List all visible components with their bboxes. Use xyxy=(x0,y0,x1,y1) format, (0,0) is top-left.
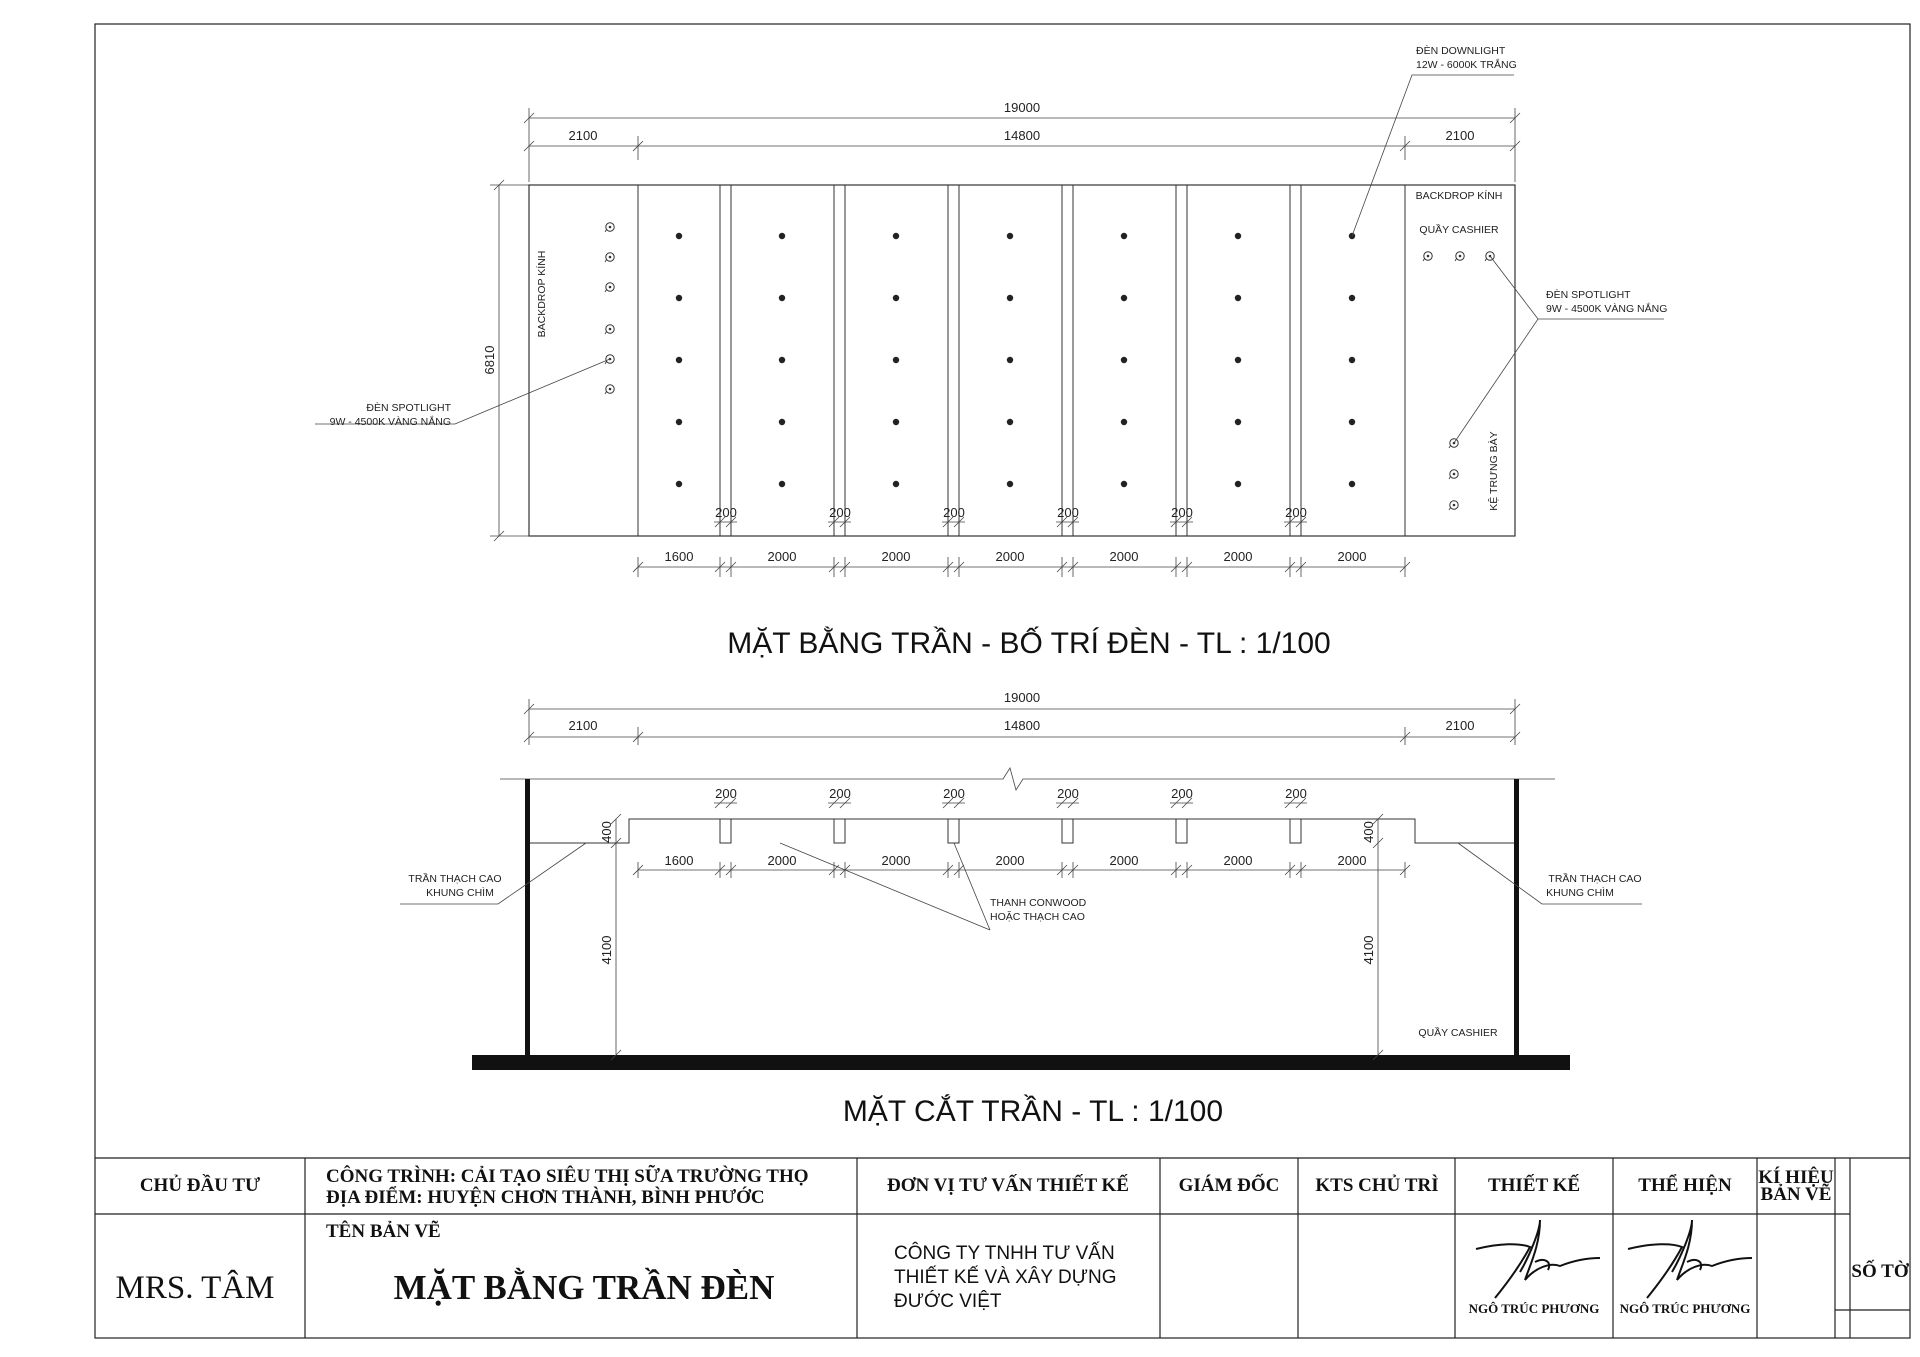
downlight-col-4 xyxy=(1007,233,1013,487)
tb-symbol-header-1: KÍ HIỆU xyxy=(1758,1167,1834,1188)
tb-consultant-2: THIẾT KẾ VÀ XÂY DỰNG xyxy=(894,1267,1117,1288)
plan-dim-height: 6810 xyxy=(482,345,497,375)
plan-dim-middle: 14800 xyxy=(1003,128,1041,143)
plan-note-spot-right-2: 9W - 4500K VÀNG NẮNG xyxy=(1546,303,1668,315)
downlight-col-2 xyxy=(779,233,785,487)
tb-owner: MRS. TÂM xyxy=(115,1270,275,1306)
tb-drawing-name: MẶT BẰNG TRẦN ĐÈN xyxy=(393,1268,775,1307)
plan-bay-4: 2000 xyxy=(995,549,1025,564)
section-bay-7: 2000 xyxy=(1337,853,1367,868)
section-note-ceiling-left-2: KHUNG CHÌM xyxy=(426,887,494,899)
downlight-grid xyxy=(676,233,1355,487)
plan-bay-5: 2000 xyxy=(1109,549,1139,564)
section-note-slat-1: THANH CONWOOD xyxy=(990,897,1087,909)
section-gap-3: 200 xyxy=(943,786,965,801)
downlight-col-1 xyxy=(676,233,682,487)
spotlights-cashier xyxy=(1423,252,1494,261)
tb-design-name: NGÔ TRÚC PHƯƠNG xyxy=(1468,1301,1600,1316)
tb-owner-header: CHỦ ĐẦU TƯ xyxy=(139,1175,261,1196)
title-block xyxy=(95,1158,1910,1338)
tb-drawing-name-header: TÊN BẢN VẼ xyxy=(326,1221,441,1242)
tb-symbol-header-2: BẢN VẼ xyxy=(1760,1184,1832,1205)
section-gap-4: 200 xyxy=(1057,786,1079,801)
plan-bay-3: 2000 xyxy=(881,549,911,564)
section-title: MẶT CẮT TRẦN - TL : 1/100 xyxy=(842,1095,1224,1128)
tb-sheet-header: SỐ TỜ xyxy=(1851,1261,1909,1282)
section-height-left: 4100 xyxy=(599,935,614,965)
tb-drafter-header: THỂ HIỆN xyxy=(1638,1175,1732,1196)
section-dim-total: 19000 xyxy=(1003,690,1041,705)
plan-dim-left: 2100 xyxy=(568,128,598,143)
plan-dim-right: 2100 xyxy=(1445,128,1475,143)
downlight-col-5 xyxy=(1121,233,1127,487)
plan-note-downlight-2: 12W - 6000K TRẮNG xyxy=(1416,59,1517,71)
tb-consultant-header: ĐƠN VỊ TƯ VẤN THIẾT KẾ xyxy=(887,1175,1129,1196)
section-dim-middle: 14800 xyxy=(1003,718,1041,733)
tb-drafter-name: NGÔ TRÚC PHƯƠNG xyxy=(1619,1301,1751,1316)
right-wall xyxy=(1514,779,1519,1057)
tb-consultant-3: ĐƯỚC VIỆT xyxy=(894,1291,1002,1312)
section-gap-2: 200 xyxy=(829,786,851,801)
signature-drafter xyxy=(1628,1220,1752,1298)
tb-consultant-1: CÔNG TY TNHH TƯ VẤN xyxy=(894,1243,1115,1264)
plan-note-spot-left-1: ĐÈN SPOTLIGHT xyxy=(366,402,451,414)
section-label-cashier: QUẦY CASHIER xyxy=(1418,1027,1498,1039)
spotlights-shelf xyxy=(1449,439,1458,510)
section-note-ceiling-right-1: TRẦN THẠCH CAO xyxy=(1548,873,1642,885)
signature-designer xyxy=(1476,1220,1600,1298)
section-bay-3: 2000 xyxy=(881,853,911,868)
plan-bay-7: 2000 xyxy=(1337,549,1367,564)
plan-gap-1: 200 xyxy=(715,505,737,520)
floor-slab xyxy=(472,1055,1570,1070)
downlight-col-7 xyxy=(1349,233,1355,487)
tb-architect-header: KTS CHỦ TRÌ xyxy=(1315,1175,1439,1196)
section-gap-6: 200 xyxy=(1285,786,1307,801)
section-height-right: 4100 xyxy=(1361,935,1376,965)
tb-project: CÔNG TRÌNH: CẢI TẠO SIÊU THỊ SỮA TRƯỜNG THỌ xyxy=(326,1166,809,1187)
section-bay-1: 1600 xyxy=(664,853,694,868)
ceiling-plan xyxy=(315,44,1667,660)
section-note-ceiling-right-2: KHUNG CHÌM xyxy=(1546,887,1614,899)
plan-gap-3: 200 xyxy=(943,505,965,520)
plan-bay-6: 2000 xyxy=(1223,549,1253,564)
section-gap-5: 200 xyxy=(1171,786,1193,801)
downlight-col-6 xyxy=(1235,233,1241,487)
plan-label-shelf: KỆ TRƯNG BÀY xyxy=(1488,431,1500,511)
plan-note-spot-left-2: 9W - 4500K VÀNG NẮNG xyxy=(329,416,451,428)
spotlights-left xyxy=(605,223,614,394)
section-note-slat-2: HOẶC THẠCH CAO xyxy=(990,911,1085,923)
plan-dim-total: 19000 xyxy=(1003,100,1041,115)
left-wall xyxy=(525,779,530,1057)
plan-note-spot-right-1: ĐÈN SPOTLIGHT xyxy=(1546,289,1631,301)
section-dim-right: 2100 xyxy=(1445,718,1475,733)
section-bay-6: 2000 xyxy=(1223,853,1253,868)
section-bay-4: 2000 xyxy=(995,853,1025,868)
plan-note-downlight-1: ĐÈN DOWNLIGHT xyxy=(1416,45,1506,57)
section-bay-5: 2000 xyxy=(1109,853,1139,868)
plan-gap-2: 200 xyxy=(829,505,851,520)
section-gap-1: 200 xyxy=(715,786,737,801)
ceiling-section xyxy=(400,690,1642,1128)
section-dim-left: 2100 xyxy=(568,718,598,733)
tb-design-header: THIẾT KẾ xyxy=(1487,1175,1581,1196)
plan-bay-1: 1600 xyxy=(664,549,694,564)
plan-label-cashier: QUẦY CASHIER xyxy=(1419,224,1499,236)
plan-gap-6: 200 xyxy=(1285,505,1307,520)
section-drop-right: 400 xyxy=(1361,821,1376,843)
plan-title: MẶT BẰNG TRẦN - BỐ TRÍ ĐÈN - TL : 1/100 xyxy=(727,627,1331,660)
section-bay-2: 2000 xyxy=(767,853,797,868)
plan-gap-4: 200 xyxy=(1057,505,1079,520)
section-drop-left: 400 xyxy=(599,821,614,843)
plan-label-backdrop-right: BACKDROP KÍNH xyxy=(1415,190,1503,202)
plan-gap-5: 200 xyxy=(1171,505,1193,520)
section-note-ceiling-left-1: TRẦN THẠCH CAO xyxy=(408,873,502,885)
sheet-border xyxy=(95,24,1910,1338)
downlight-col-3 xyxy=(893,233,899,487)
plan-label-backdrop-left: BACKDROP KÍNH xyxy=(536,250,548,338)
tb-location: ĐỊA ĐIỂM: HUYỆN CHƠN THÀNH, BÌNH PHƯỚC xyxy=(326,1187,765,1208)
tb-director-header: GIÁM ĐỐC xyxy=(1178,1175,1280,1196)
plan-bay-2: 2000 xyxy=(767,549,797,564)
